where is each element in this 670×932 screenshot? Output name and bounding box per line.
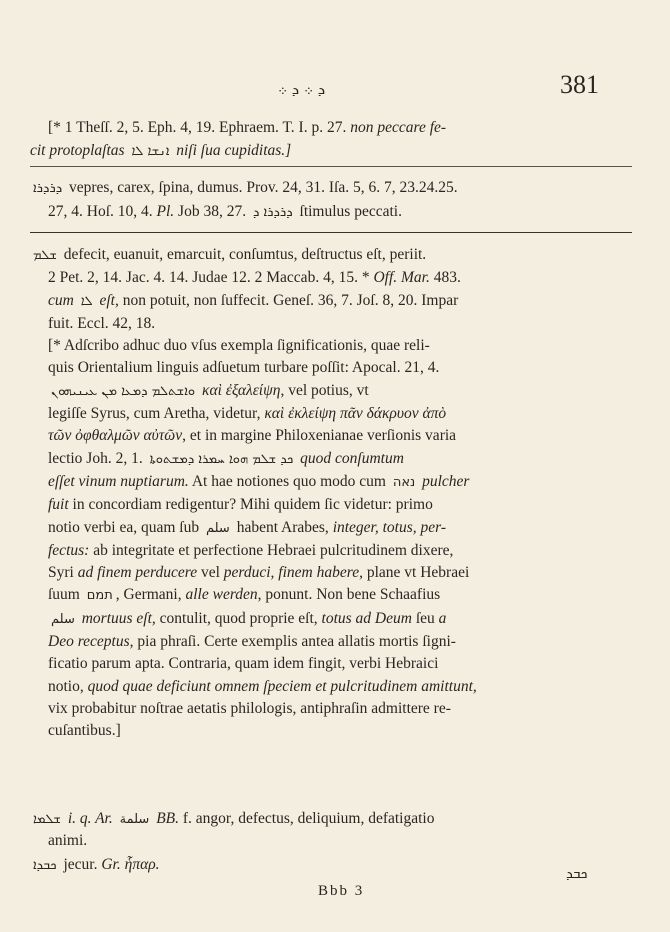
- italic-text: Deo receptus,: [48, 633, 134, 651]
- divider: [30, 166, 632, 167]
- text-line: , ponunt. Non bene Schaafius: [257, 586, 441, 604]
- text-line: cuſantibus.]: [48, 722, 121, 740]
- text-line: Job 38, 27.: [178, 203, 247, 220]
- greek-text: καὶ ἐξαλείψη: [202, 381, 281, 399]
- text-line: lectio Joh. 2, 1.: [48, 449, 143, 467]
- text-line: in concordiam redigentur? Mihi quidem ſic videtur: primo: [72, 496, 433, 514]
- text-line: vel: [200, 564, 220, 582]
- italic-text: totus ad Deum: [321, 609, 412, 627]
- syriac-text: ܟܕ ܫܠܡ ܗܘܐ ܚܡܪܐ ܕܡܫܬܘܬܐ: [149, 451, 294, 467]
- italic-text: niſi ſua cupiditas.]: [176, 142, 292, 159]
- syriac-headword: ܟܒܕܐ: [33, 858, 57, 873]
- text-line: jecur.: [63, 856, 98, 873]
- greek-text: ἧπαρ.: [124, 856, 160, 873]
- text-line: pia phraſi. Certe exemplis antea allatis mortis ſigni-: [137, 633, 456, 651]
- fraktur-text: alle werden: [185, 586, 258, 604]
- text-line: ſuum: [48, 586, 80, 604]
- syriac-text: ܠܐ: [80, 293, 93, 309]
- text-line: animi.: [48, 832, 88, 849]
- hebrew-text: נאה: [392, 474, 416, 490]
- italic-text: Pl.: [156, 203, 175, 220]
- text-line: [* Adſcribo adhuc duo vſus exempla ſignificationis, quae reli-: [48, 337, 430, 355]
- italic-text: quod quae deficiunt omnem ſpeciem et pulcritudinem amittunt,: [87, 677, 477, 695]
- italic-text: BB.: [156, 810, 179, 827]
- text-line: [* 1 Theſſ. 2, 5. Eph. 4, 19. Ephraem. T. I. p. 27.: [48, 119, 347, 136]
- note-block-1: [30, 116, 632, 163]
- entry-block-2: [30, 176, 632, 224]
- text-line: ſtimulus peccati.: [299, 203, 402, 220]
- italic-text: Gr.: [101, 856, 121, 873]
- text-line: habent Arabes,: [236, 518, 329, 536]
- syriac-headword: ܫܠܡܐ: [33, 812, 61, 827]
- italic-text: cit protoplaſtas: [30, 142, 125, 159]
- running-head: ܕ ܀ ܕ ܀: [278, 80, 326, 98]
- italic-text: integer, totus, per-: [332, 518, 447, 536]
- text-line: non potuit, non ſuffecit. Geneſ. 36, 7. Joſ. 8, 20. Impar: [122, 291, 459, 309]
- italic-text: fuit: [48, 496, 69, 514]
- entry-block-5: [30, 853, 632, 877]
- arabic-text: سلم: [205, 520, 230, 536]
- syriac-headword: ܫܠܡ: [33, 248, 57, 263]
- syriac-headword: ܕܪܕܪܐ: [33, 181, 63, 196]
- text-line: Syri: [48, 564, 74, 582]
- entry-block-3: [30, 244, 632, 743]
- text-line: f. angor, defectus, deliquium, defatigatio: [182, 810, 435, 827]
- text-line: ab integritate et perfectione Hebraei pulcritudinem dixere,: [93, 541, 454, 559]
- italic-text: eſt,: [99, 291, 119, 309]
- text-line: ſeu: [415, 609, 435, 627]
- syriac-text: ܘܐܫܬܠܡ ܕܡܥܐ ܡܢ ܥܝܢܝܗܘܢ: [51, 383, 196, 399]
- syriac-text: ܐܢܫܐ ܠܐ: [131, 144, 170, 159]
- text-line: , Germani,: [115, 586, 182, 604]
- entry-block-4: [30, 808, 632, 851]
- text-line: vepres, carex, ſpina, dumus. Prov. 24, 31. Iſa. 5, 6. 7, 23.24.25.: [69, 179, 458, 196]
- italic-text: a: [438, 609, 447, 627]
- text-line: contulit, quod proprie eſt,: [159, 609, 318, 627]
- italic-text: perduci, finem habere,: [223, 564, 363, 582]
- text-line: vix probabitur noſtrae aetatis philologis, antiphraſin admittere re-: [48, 699, 451, 717]
- italic-text: quod conſumtum: [300, 449, 404, 467]
- italic-text: Off. Mar.: [373, 269, 430, 287]
- arabic-text: سلم: [51, 611, 75, 627]
- italic-text: mortuus eſt,: [81, 609, 156, 627]
- text-line: 483.: [433, 269, 461, 287]
- italic-text: ad finem perducere: [77, 564, 198, 582]
- italic-text: non peccare fe-: [350, 119, 447, 136]
- italic-text: cum: [48, 291, 74, 309]
- text-line: plane vt Hebraei: [366, 564, 470, 582]
- italic-text: i. q. Ar.: [67, 810, 113, 827]
- text-line: , vel potius, vt: [280, 381, 369, 399]
- text-line: 2 Pet. 2, 14. Jac. 4. 14. Judae 12. 2 Maccab. 4, 15. *: [48, 269, 370, 287]
- italic-text: eſſet vinum nuptiarum.: [48, 472, 189, 490]
- catchword: ܟܒܕ: [566, 866, 588, 882]
- greek-text: τῶν ὀφθαλμῶν αὐτῶν: [48, 427, 183, 445]
- text-line: defecit, euanuit, emarcuit, conſumtus, deſtructus eſt, periit.: [63, 246, 427, 263]
- text-line: , et in margine Philoxenianae verſionis varia: [182, 427, 457, 445]
- text-line: notio verbi ea, quam ſub: [48, 518, 200, 536]
- text-line: legiſſe Syrus, cum Aretha, videtur,: [48, 405, 261, 423]
- text-line: 27, 4. Hoſ. 10, 4.: [48, 203, 153, 220]
- italic-text: pulcher: [422, 472, 470, 490]
- syriac-text: ܕܪܕܪܐ ܕ: [252, 205, 293, 220]
- text-line: fuit. Eccl. 42, 18.: [48, 314, 156, 332]
- page-number: 381: [560, 70, 599, 99]
- text-line: quis Orientalium linguis adſuetum turbare poſſit: Apocal. 21, 4.: [48, 359, 440, 377]
- text-line: notio,: [48, 677, 84, 695]
- text-line: ficatio parum apta. Contraria, quam idem fingit, verbi Hebraici: [48, 655, 439, 673]
- text-line: At hae notiones quo modo cum: [191, 472, 386, 490]
- italic-text: fectus:: [48, 541, 90, 559]
- divider: [30, 232, 632, 233]
- hebrew-text: תמם: [86, 588, 113, 604]
- greek-text: καὶ ἐκλείψη πᾶν δάκρυον ἀπὸ: [264, 405, 447, 423]
- signature-mark: Bbb 3: [318, 883, 365, 899]
- arabic-text: سلمة: [119, 812, 150, 827]
